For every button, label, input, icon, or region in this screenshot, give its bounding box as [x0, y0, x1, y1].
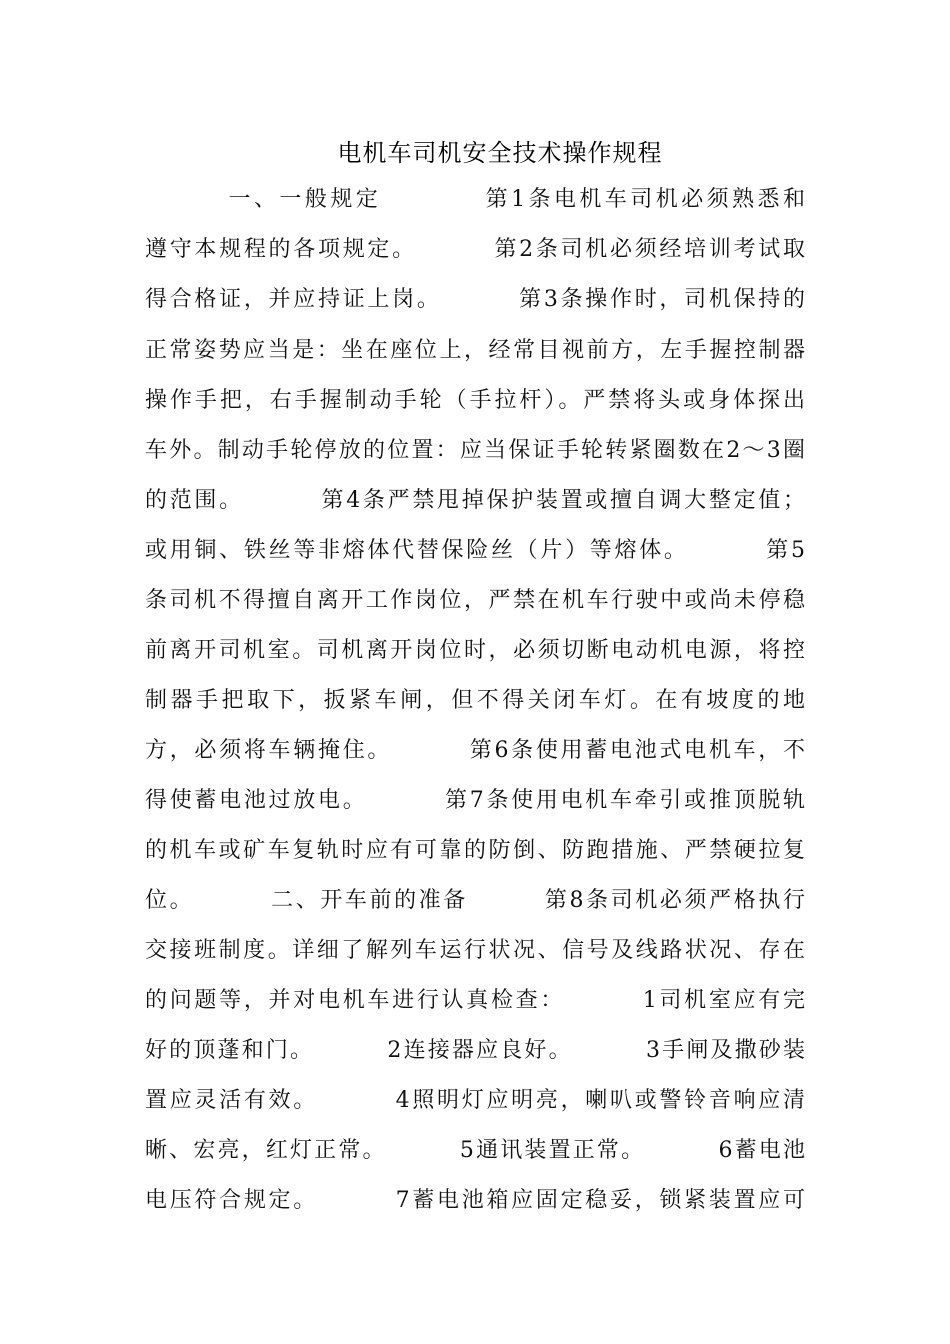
text-line: 得合格证，并应持证上岗。 第3条操作时，司机保持的	[145, 287, 805, 312]
text-line: 制器手把取下，扳紧车闸，但不得关闭车灯。在有坡度的地	[145, 688, 805, 713]
text-line: 置应灵活有效。 4照明灯应明亮，喇叭或警铃音响应清	[145, 1088, 805, 1113]
text-line: 的范围。 第4条严禁甩掉保护装置或擅自调大整定值；	[145, 488, 805, 513]
text-line: 或用铜、铁丝等非熔体代替保险丝（片）等熔体。 第5	[145, 538, 805, 563]
text-line: 晰、宏亮，红灯正常。 5通讯装置正常。 6蓄电池	[145, 1138, 805, 1163]
text-line: 交接班制度。详细了解列车运行状况、信号及线路状况、存在	[145, 938, 805, 963]
text-line: 操作手把，右手握制动手轮（手拉杆）。严禁将头或身体探出	[145, 388, 805, 413]
text-line: 的机车或矿车复轨时应有可靠的防倒、防跑措施、严禁硬拉复	[145, 838, 805, 863]
text-line: 位。 二、开车前的准备 第8条司机必须严格执行	[145, 888, 805, 913]
text-line: 一、一般规定 第1条电机车司机必须熟悉和	[145, 187, 805, 212]
text-line: 正常姿势应当是：坐在座位上，经常目视前方，左手握控制器	[145, 338, 805, 363]
text-line: 方，必须将车辆掩住。 第6条使用蓄电池式电机车，不	[145, 738, 805, 763]
page-title: 电机车司机安全技术操作规程	[337, 139, 663, 167]
text-line: 遵守本规程的各项规定。 第2条司机必须经培训考试取	[145, 237, 805, 262]
text-line: 条司机不得擅自离开工作岗位，严禁在机车行驶中或尚未停稳	[145, 588, 805, 613]
text-line: 前离开司机室。司机离开岗位时，必须切断电动机电源，将控	[145, 638, 805, 663]
text-line: 电压符合规定。 7蓄电池箱应固定稳妥，锁紧装置应可	[145, 1188, 805, 1213]
text-line: 得使蓄电池过放电。 第7条使用电机车牵引或推顶脱轨	[145, 788, 805, 813]
text-line: 的问题等，并对电机车进行认真检查： 1司机室应有完	[145, 988, 805, 1013]
text-line: 车外。制动手轮停放的位置：应当保证手轮转紧圈数在2～3圈	[145, 438, 805, 463]
text-line: 好的顶蓬和门。 2连接器应良好。 3手闸及撒砂装	[145, 1038, 805, 1063]
